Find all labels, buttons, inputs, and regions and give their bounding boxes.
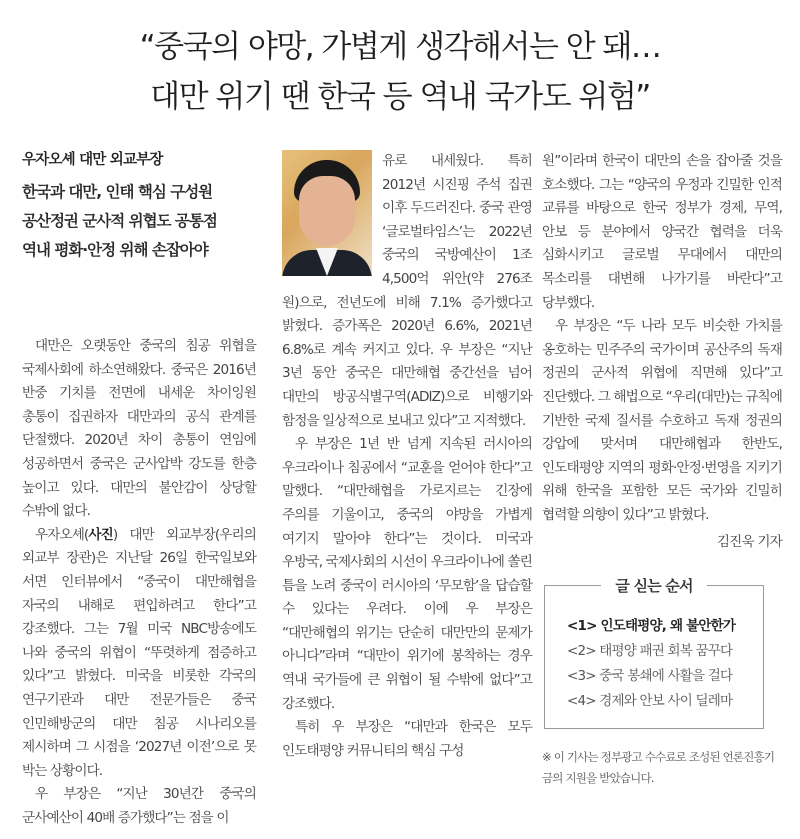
headline — [0, 22, 800, 122]
series-item: <2> 태평양 패권 회복 꿈꾸다 — [567, 643, 733, 660]
funding-footnote: ※ 이 기사는 정부광고 수수료로 조성된 언론진흥기금의 지원을 받았습니다. — [542, 750, 775, 786]
subhead — [22, 150, 256, 265]
paragraph: 특히 우 부장은 “대만과 한국은 모두 인도태평양 커뮤니티의 핵심 구성 — [282, 719, 532, 759]
portrait-photo — [282, 150, 372, 276]
subhead-lines — [22, 178, 256, 265]
series-title-row — [544, 575, 764, 595]
column-3 — [542, 150, 782, 789]
paragraph: 우 부장은 “지난 30년간 중국의 군사예산이 40배 증가했다”는 점을 이 — [22, 786, 256, 826]
paragraph: 유로 내세웠다. 특히 2012년 시진핑 주석 집권 이후 두드러진다. 중국 관영 ‘글로벌타임스’는 2022년 중국의 국방예산이 1조 4,500억 위안(약 276조 원)으로, 전년도에 비해 7.1% 증가했다고 밝혔다. 증가폭은 2020년 6.6%, 2021년 6.8%로 계속 커지고 있다. 우 부장은 “지난 3년 동안 중국은 대만해협 중간선을 넘어 대만의 방공식별구역(ADIZ)으로 비행기와 함정을 일상적으로 보내고 있다”고 지적했다. — [282, 153, 532, 429]
paragraph: 원”이라며 한국이 대만의 손을 잡아줄 것을 호소했다. 그는 “양국의 우정과 긴밀한 인적 교류를 바탕으로 한국 정부가 경제, 무역, 안보 등 분야에서 양국간 협력을 더욱 심화시키고 글로벌 무대에서 대만의 목소리를 대변해 나가기를 바란다”고 당부했다. — [542, 153, 782, 311]
subhead-line: 역내 평화·안정 위해 손잡아야 — [22, 241, 208, 259]
column-2 — [282, 150, 532, 763]
paragraph: 대만은 오랫동안 중국의 침공 위협을 국제사회에 하소연해왔다. 중국은 2016년 반중 기치를 전면에 내세운 차이잉원 총통이 집권하자 대만과의 공식 관계를 단절했다. 2020년 차이 총통이 연임에 성공하면서 중국은 군사압박 강도를 한층 높이고 있다. 대만의 불안감이 상당할 수밖에 없다. — [22, 338, 256, 520]
photo-reference: 사진 — [88, 526, 113, 543]
photo-face — [299, 176, 355, 246]
headline-line-1: “중국의 야망, 가볍게 생각해서는 안 돼… — [139, 29, 661, 65]
body-text — [22, 335, 256, 830]
paragraph: 우 부장은 “두 나라 모두 비슷한 가치를 옹호하는 민주주의 국가이며 공산주의 독재 정권의 군사적 위협에 직면해 있다”고 진단했다. 그 해법으로 “우리(대만)는 규칙에 기반한 국제 질서를 수호하고 독재 정권의 강압에 맞서며 대만해협과 한반도, 인도태평양 지역의 평화·안정·번영을 지키기 위해 한국을 포함한 모든 국가와 긴밀히 협력할 의향이 있다”고 밝혔다. — [542, 318, 782, 523]
divider — [707, 585, 764, 586]
series-item-current: <1> 인도태평양, 왜 불안한가 — [567, 618, 736, 635]
subhead-person-name: 우자오셰 대만 외교부장 — [22, 152, 163, 168]
series-title: 글 싣는 순서 — [615, 576, 693, 595]
byline: 김진욱 기자 — [716, 533, 782, 550]
series-item: <4> 경제와 안보 사이 딜레마 — [567, 693, 733, 710]
subhead-line: 한국과 대만, 인태 핵심 구성원 — [22, 183, 213, 201]
series-order-box — [544, 576, 764, 729]
headline-line-2: 대만 위기 땐 한국 등 역내 국가도 위험” — [150, 79, 650, 115]
paragraph: 우 부장은 1년 반 넘게 지속된 러시아의 우크라이나 침공에서 “교훈을 얻어야 한다”고 말했다. “대만해협을 가로지르는 긴장에 주의를 기울이고, 중국의 야망을 가볍게 여기지 말아야 한다”는 것이다. 미국과 우방국, 국제사회의 시선이 우크라이나에 쏠린 틈을 노려 중국이 러시아의 ‘무모함’을 답습할 수 있다는 우려다. 이에 우 부장은 “대만해협의 위기는 단순히 대만만의 문제가 아니다”라며 “대만이 위기에 봉착하는 경우 역내 국가들에 큰 위협이 될 수밖에 없다”고 강조했다. — [282, 436, 532, 712]
subhead-line: 공산정권 군사적 위협도 공통점 — [22, 212, 217, 230]
body-text — [542, 150, 782, 528]
column-1 — [22, 150, 256, 830]
series-item: <3> 중국 봉쇄에 사활을 걸다 — [567, 668, 733, 685]
paragraph: 우자오셰(사진) 대만 외교부장(우리의 외교부 장관)은 지난달 26일 한국일보와 서면 인터뷰에서 “중국이 대만해협을 자국의 내해로 편입하려고 한다”고 강조했다. 그는 7월 미국 NBC방송에도 나와 중국의 위협이 “뚜렷하게 점증하고 있다”고 밝혔다. 미국을 비롯한 각국의 연구기관과 대만 전문가들은 중국 인민해방군의 대만 침공 시나리오를 제시하며 그 시점을 ‘2027년 이전’으로 못 박는 상황이다. — [22, 526, 256, 779]
divider — [544, 585, 601, 586]
